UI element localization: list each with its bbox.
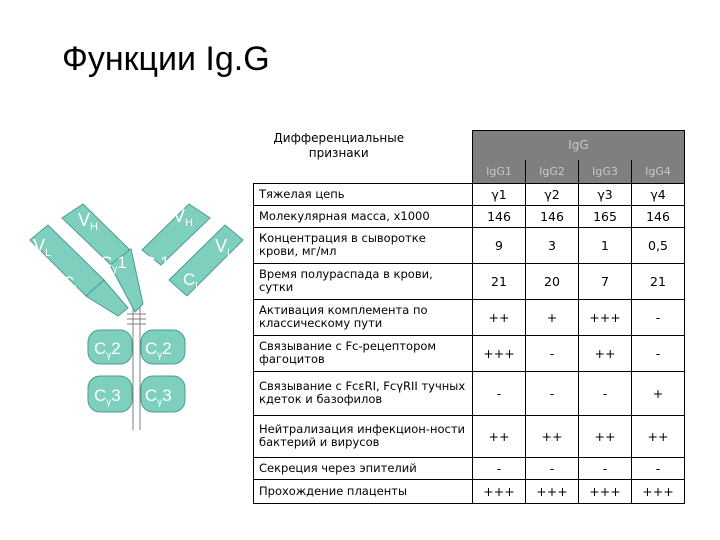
subclass-header: IgG3 xyxy=(579,160,632,183)
igg-properties-table xyxy=(253,130,685,504)
subclass-header: IgG4 xyxy=(632,160,685,183)
row-value: +++ xyxy=(473,335,526,371)
row-value: - xyxy=(632,299,685,335)
label-vh-left: $V_H$ xyxy=(78,210,98,233)
row-value: 1 xyxy=(579,227,632,263)
table-row xyxy=(254,183,685,205)
row-value: + xyxy=(526,299,579,335)
row-label: Связывание с FcεRI, FcγRII тучных кдеток и базофилов xyxy=(254,371,473,415)
row-label: Концентрация в сыворотке крови, мг/мл xyxy=(254,227,473,263)
row-label: Время полураспада в крови, сутки xyxy=(254,263,473,299)
label-cg3-left: $C_\gamma 3$ xyxy=(94,386,121,408)
row-value: 3 xyxy=(526,227,579,263)
row-value: γ1 xyxy=(473,183,526,205)
label-vh-right: $V_H$ xyxy=(173,206,193,229)
row-value: 21 xyxy=(632,263,685,299)
row-value: +++ xyxy=(579,479,632,503)
row-value: γ3 xyxy=(579,183,632,205)
table-row xyxy=(254,205,685,227)
table-row xyxy=(254,479,685,503)
row-value: ++ xyxy=(579,415,632,457)
subclass-header: IgG2 xyxy=(526,160,579,183)
header-gap xyxy=(424,131,473,184)
label-vl-right: $V_L$ xyxy=(215,236,234,259)
row-value: +++ xyxy=(526,479,579,503)
row-value: 0,5 xyxy=(632,227,685,263)
row-value: - xyxy=(473,457,526,479)
row-value: + xyxy=(632,371,685,415)
hinge-region xyxy=(127,302,146,430)
row-value: ++ xyxy=(632,415,685,457)
row-label: Связывание с Fc-рецептором фагоцитов xyxy=(254,335,473,371)
header-left: Дифференциальные признаки xyxy=(254,131,425,184)
row-value: - xyxy=(526,335,579,371)
row-value: ++ xyxy=(579,335,632,371)
table-row xyxy=(254,299,685,335)
row-value: 7 xyxy=(579,263,632,299)
row-value: 20 xyxy=(526,263,579,299)
row-value: +++ xyxy=(579,299,632,335)
row-value: γ4 xyxy=(632,183,685,205)
label-cg2-right: $C_\gamma 2$ xyxy=(145,339,172,361)
row-label: Тяжелая цепь xyxy=(254,183,473,205)
label-cl-left: $C_L$ xyxy=(62,273,80,295)
row-value: - xyxy=(526,457,579,479)
label-cg1-right: $C_\gamma 1$ xyxy=(143,253,170,275)
row-label: Молекулярная масса, x1000 xyxy=(254,205,473,227)
row-value: 21 xyxy=(473,263,526,299)
page-title: Функции Ig.G xyxy=(62,40,270,78)
table-row xyxy=(254,457,685,479)
table-row xyxy=(254,371,685,415)
label-cg1-left: $C_\gamma 1$ xyxy=(100,253,127,275)
row-value: - xyxy=(526,371,579,415)
row-value: 146 xyxy=(526,205,579,227)
row-value: - xyxy=(579,457,632,479)
row-label: Активация комплемента по классическому пути xyxy=(254,299,473,335)
row-value: - xyxy=(632,335,685,371)
table-header-row xyxy=(254,131,685,160)
row-value: γ2 xyxy=(526,183,579,205)
row-value: ++ xyxy=(526,415,579,457)
row-label: Секреция через эпителий xyxy=(254,457,473,479)
row-value: +++ xyxy=(473,479,526,503)
label-cg3-right: $C_\gamma 3$ xyxy=(145,386,172,408)
table-row xyxy=(254,227,685,263)
row-value: ++ xyxy=(473,299,526,335)
row-value: 146 xyxy=(632,205,685,227)
antibody-diagram xyxy=(0,190,250,430)
group-header: IgG xyxy=(473,131,685,160)
row-value: - xyxy=(579,371,632,415)
row-label: Прохождение плаценты xyxy=(254,479,473,503)
label-vl-left: $V_L$ xyxy=(33,236,52,259)
row-value: ++ xyxy=(473,415,526,457)
row-value: 9 xyxy=(473,227,526,263)
table-row xyxy=(254,263,685,299)
row-value: - xyxy=(632,457,685,479)
subclass-header: IgG1 xyxy=(473,160,526,183)
table-row xyxy=(254,415,685,457)
table-row xyxy=(254,335,685,371)
row-value: 165 xyxy=(579,205,632,227)
row-label: Нейтрализация инфекцион-ности бактерий и вирусов xyxy=(254,415,473,457)
label-cl-right: $C_L$ xyxy=(183,270,201,292)
row-value: 146 xyxy=(473,205,526,227)
label-cg2-left: $C_\gamma 2$ xyxy=(94,339,121,361)
row-value: - xyxy=(473,371,526,415)
row-value: +++ xyxy=(632,479,685,503)
